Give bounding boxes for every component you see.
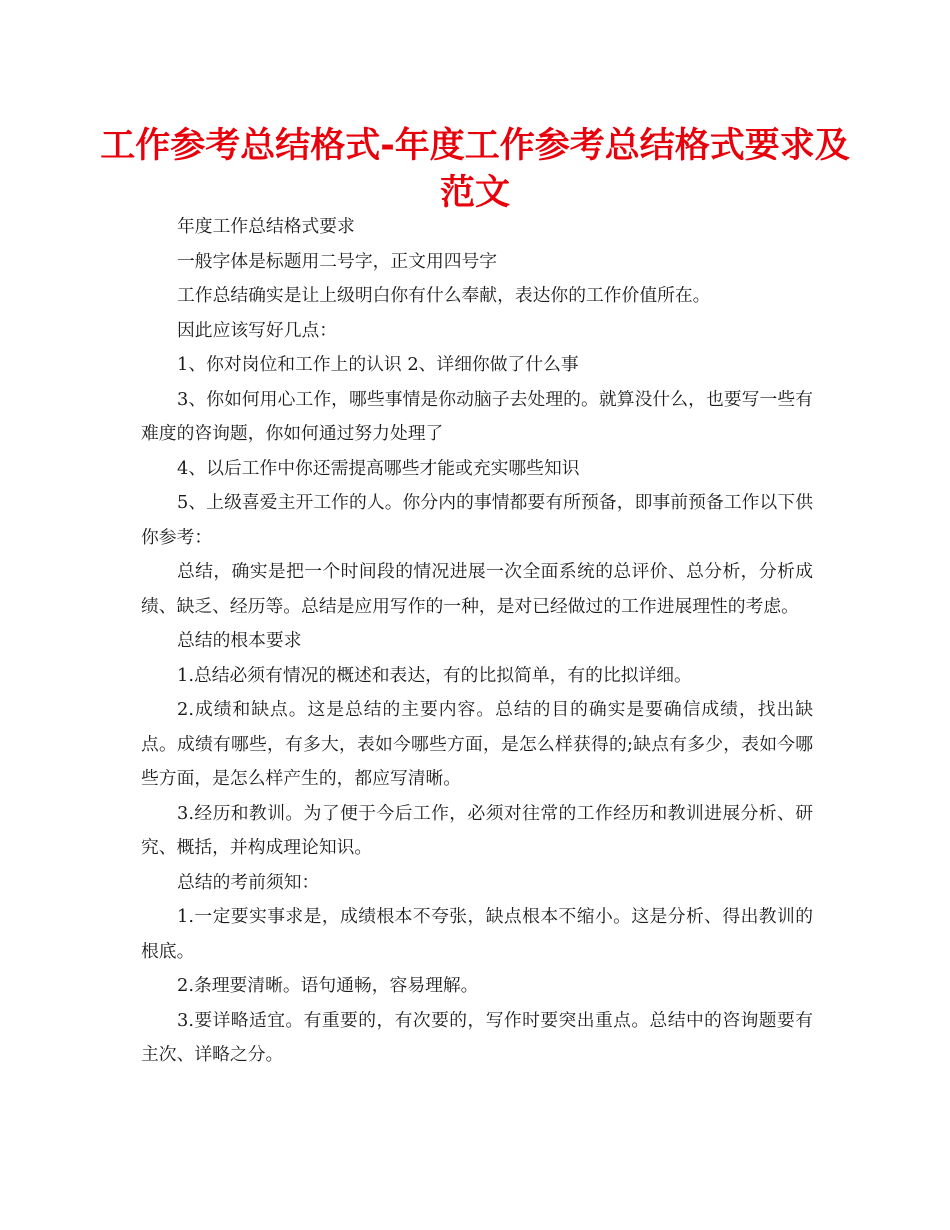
document-body	[141, 210, 813, 1073]
paragraph-note-1: 1.一定要实事求是，成绩根本不夸张，缺点根本不缩小。这是分析、得出教训的根底。	[141, 906, 813, 962]
paragraph-font-size: 一般字体是标题用二号字，正文用四号字	[177, 250, 498, 272]
paragraph-basic-requirements-heading: 总结的根本要求	[177, 630, 302, 651]
paragraph-point-3: 3、你如何用心工作，哪些事情是你动脑子去处理的。就算没什么，也要写一些有难度的咨询题，你如何通过努力处理了	[141, 388, 813, 444]
paragraph-note-3: 3.要详略适宜。有重要的，有次要的，写作时要突出重点。总结中的咨询题要有主次、详略之分。	[141, 1009, 813, 1065]
paragraph-requirement-1: 1.总结必须有情况的概述和表达，有的比拟简单，有的比拟详细。	[177, 664, 692, 686]
paragraph-requirement-2: 2.成绩和缺点。这是总结的主要内容。总结的目的确实是要确信成绩，找出缺点。成绩有哪些，有多大，表如今哪些方面，是怎么样获得的;缺点有多少，表如今哪些方面，是怎么样产生的，都应写清晰。	[141, 699, 813, 789]
paragraph-point-5: 5、上级喜爱主开工作的人。你分内的事情都要有所预备，即事前预备工作以下供你参考：	[141, 492, 813, 548]
paragraph-requirement-3: 3.经历和教训。为了便于今后工作，必须对往常的工作经历和教训进展分析、研究、概括，并构成理论知识。	[141, 802, 813, 858]
paragraph-note-2: 2.条理要清晰。语句通畅，容易理解。	[177, 975, 479, 996]
document-title: 工作参考总结格式-年度工作参考总结格式要求及范文	[100, 126, 850, 213]
paragraph-points-intro: 因此应该写好几点：	[177, 319, 338, 341]
paragraph-notes-heading: 总结的考前须知：	[177, 871, 320, 893]
paragraph-point-4: 4、以后工作中你还需提高哪些才能或充实哪些知识	[177, 457, 580, 479]
paragraph-point-1-2: 1、你对岗位和工作上的认识 2、详细你做了什么事	[177, 354, 579, 375]
paragraph-purpose: 工作总结确实是让上级明白你有什么奉献，表达你的工作价值所在。	[177, 285, 711, 306]
paragraph-definition: 总结，确实是把一个时间段的情况进展一次全面系统的总评价、总分析，分析成绩、缺乏、经历等。总结是应用写作的一种，是对已经做过的工作进展理性的考虑。	[141, 561, 813, 617]
paragraph-format-requirements: 年度工作总结格式要求	[177, 216, 355, 237]
